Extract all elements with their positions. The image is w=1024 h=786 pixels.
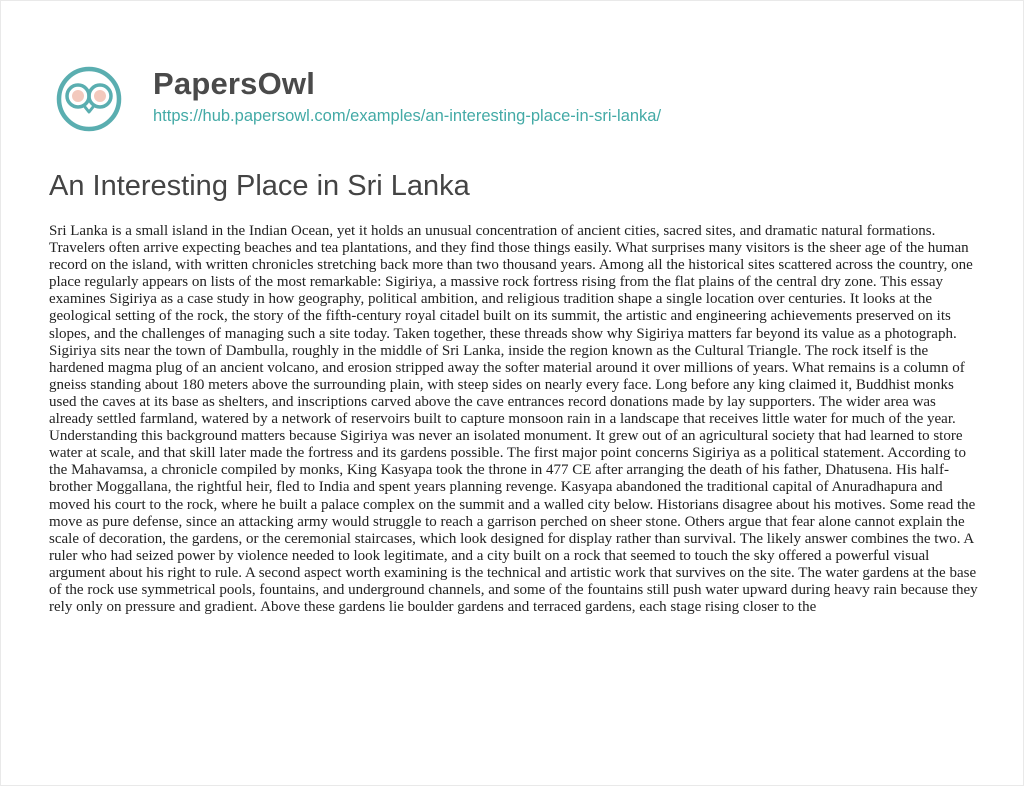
article-title: An Interesting Place in Sri Lanka bbox=[49, 170, 470, 202]
owl-logo-icon bbox=[49, 63, 131, 135]
header bbox=[49, 63, 989, 135]
source-url-link[interactable]: https://hub.papersowl.com/examples/an-interesting-place-in-sri-lanka/ bbox=[153, 107, 662, 125]
article-body: Sri Lanka is a small island in the Indian Ocean, yet it holds an unusual concentration of ancient cities, sacred sites, and dramatic natural formations. Travelers often arrive expecting beaches and tea plantations, and they find those things easily. What surprises many visitors is the sheer age of the human record on the island, with written chronicles stretching back more than two thousand years. Among all the historical sites scattered across the country, one place regularly appears on lists of the most remarkable: Sigiriya, a massive rock fortress rising from the flat plains of the central dry zone. This essay examines Sigiriya as a case study in how geography, political ambition, and religious tradition shape a single location over centuries. It looks at the geological setting of the rock, the story of the fifth-century royal citadel built on its summit, the artistic and engineering achievements preserved on its slopes, and the challenges of managing such a site today. Taken together, these threads show why Sigiriya matters far beyond its value as a photograph. Sigiriya sits near the town of Dambulla, roughly in the middle of Sri Lanka, inside the region known as the Cultural Triangle. The rock itself is the hardened magma plug of an ancient volcano, and erosion stripped away the softer material around it over millions of years. What remains is a column of gneiss standing about 180 meters above the surrounding plain, with steep sides on nearly every face. Long before any king claimed it, Buddhist monks used the caves at its base as shelters, and inscriptions carved above the cave entrances record donations made by lay supporters. The wider area was already settled farmland, watered by a network of reservoirs built to capture monsoon rain in a landscape that receives little water for much of the year. Understanding this background matters because Sigiriya was never an isolated monument. It grew out of an agricultural society that had learned to store water at scale, and that skill later made the fortress and its gardens possible. The first major point concerns Sigiriya as a political statement. According to the Mahavamsa, a chronicle compiled by monks, King Kasyapa took the throne in 477 CE after arranging the death of his father, Dhatusena. His half-brother Moggallana, the rightful heir, fled to India and spent years planning revenge. Kasyapa abandoned the traditional capital of Anuradhapura and moved his court to the rock, where he built a palace complex on the summit and a walled city below. Historians disagree about his motives. Some read the move as pure defense, since an attacking army would struggle to reach a garrison perched on sheer stone. Others argue that fear alone cannot explain the scale of decoration, the gardens, or the ceremonial staircases, which look designed for display rather than survival. The likely answer combines the two. A ruler who had seized power by violence needed to look legitimate, and a city built on a rock that seemed to touch the sky offered a powerful visual argument about his right to rule. A second aspect worth examining is the technical and artistic work that survives on the site. The water gardens at the base of the rock use symmetrical pools, fountains, and underground channels, and some of the fountains still push water upward during heavy rain because they rely only on pressure and gradient. Above these gardens lie boulder gardens and terraced gardens, each stage rising closer to the bbox=[49, 223, 978, 616]
brand-name: PapersOwl bbox=[153, 66, 316, 101]
